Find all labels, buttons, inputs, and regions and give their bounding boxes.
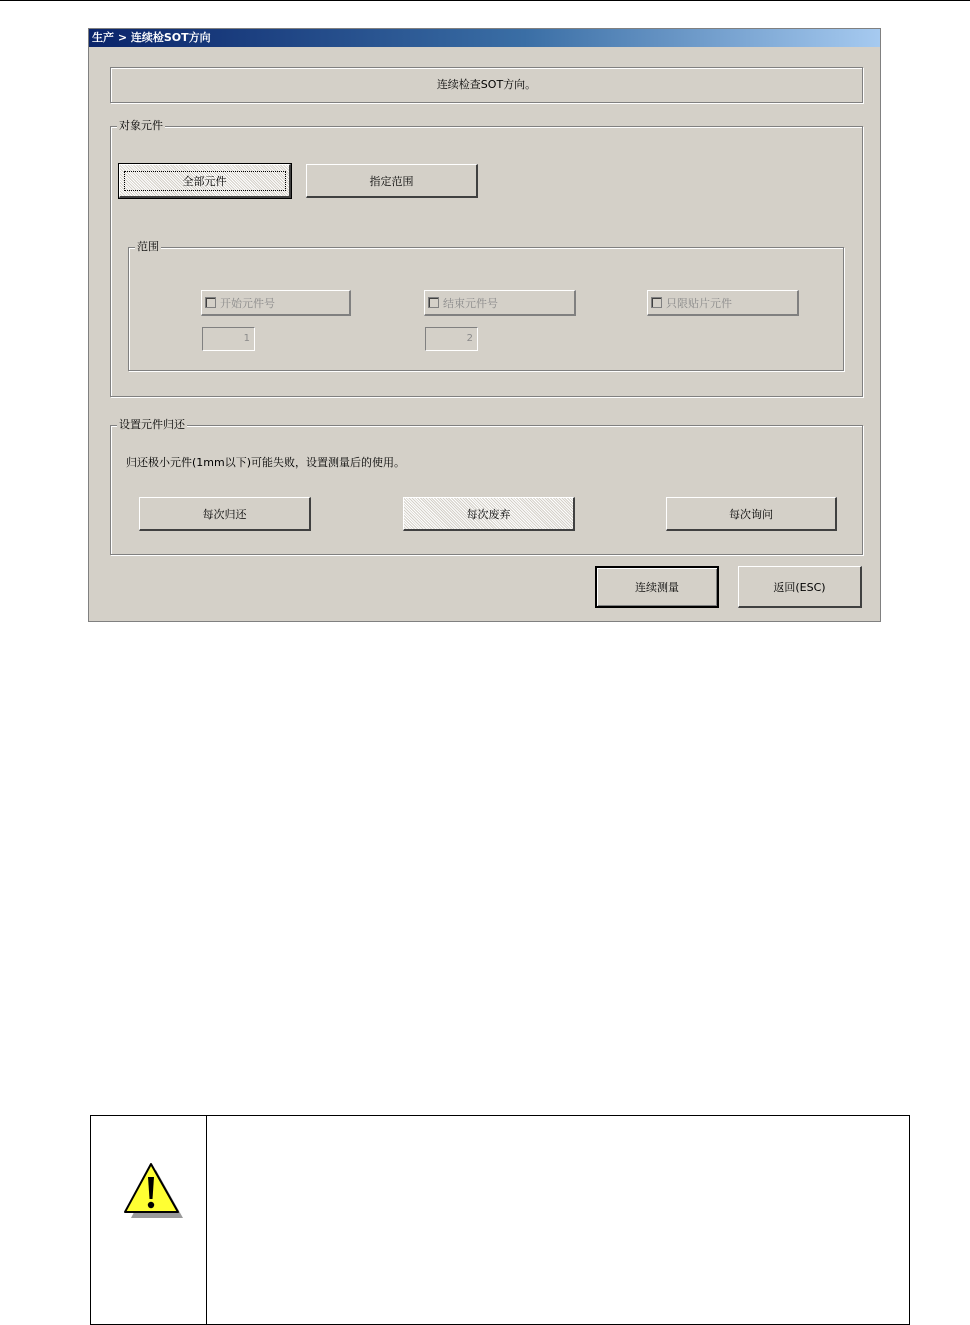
every-discard-label: 每次废弃 xyxy=(466,507,511,521)
warning-icon xyxy=(122,1161,184,1221)
caution-divider xyxy=(206,1116,207,1324)
end-part-field[interactable]: 2 xyxy=(425,327,478,351)
target-parts-legend: 对象元件 xyxy=(119,119,163,132)
back-label: 返回(ESC) xyxy=(773,580,826,594)
start-part-field[interactable]: 1 xyxy=(202,327,255,351)
window-title: 生产 > 连续检SOT方向 xyxy=(89,29,880,47)
every-ask-label: 每次询问 xyxy=(729,507,773,521)
every-ask-button[interactable] xyxy=(666,497,837,531)
all-parts-label: 全部元件 xyxy=(124,171,286,191)
start-part-label: 开始元件号 xyxy=(220,296,275,310)
smt-only-checkbox[interactable] xyxy=(647,290,799,316)
continuous-measure-label: 连续测量 xyxy=(635,581,679,594)
checkbox-box xyxy=(651,297,662,308)
target-parts-group xyxy=(110,119,863,397)
smt-only-label: 只限贴片元件 xyxy=(666,296,732,310)
part-return-legend: 设置元件归还 xyxy=(119,418,185,431)
every-discard-button[interactable] xyxy=(403,497,575,531)
dialog-window xyxy=(88,28,881,622)
checkbox-box xyxy=(205,297,216,308)
every-return-label: 每次归还 xyxy=(202,507,247,521)
specify-range-label: 指定范围 xyxy=(369,174,414,188)
start-part-checkbox[interactable] xyxy=(201,290,351,316)
range-legend: 范围 xyxy=(137,240,159,253)
caution-box xyxy=(90,1115,910,1325)
continuous-measure-button[interactable] xyxy=(595,566,719,608)
info-message: 连续检查SOT方向。 xyxy=(110,67,863,103)
end-part-label: 结束元件号 xyxy=(443,296,498,310)
range-group xyxy=(128,240,844,371)
every-return-button[interactable] xyxy=(139,497,311,531)
specify-range-button[interactable] xyxy=(306,164,478,198)
back-button[interactable] xyxy=(738,566,862,608)
checkbox-box xyxy=(428,297,439,308)
part-return-group xyxy=(110,418,863,555)
page-top-rule xyxy=(0,0,970,1)
part-return-note: 归还极小元件(1mm以下)可能失败，设置测量后的使用。 xyxy=(126,456,406,469)
end-part-checkbox[interactable] xyxy=(424,290,576,316)
all-parts-button[interactable] xyxy=(119,164,291,198)
